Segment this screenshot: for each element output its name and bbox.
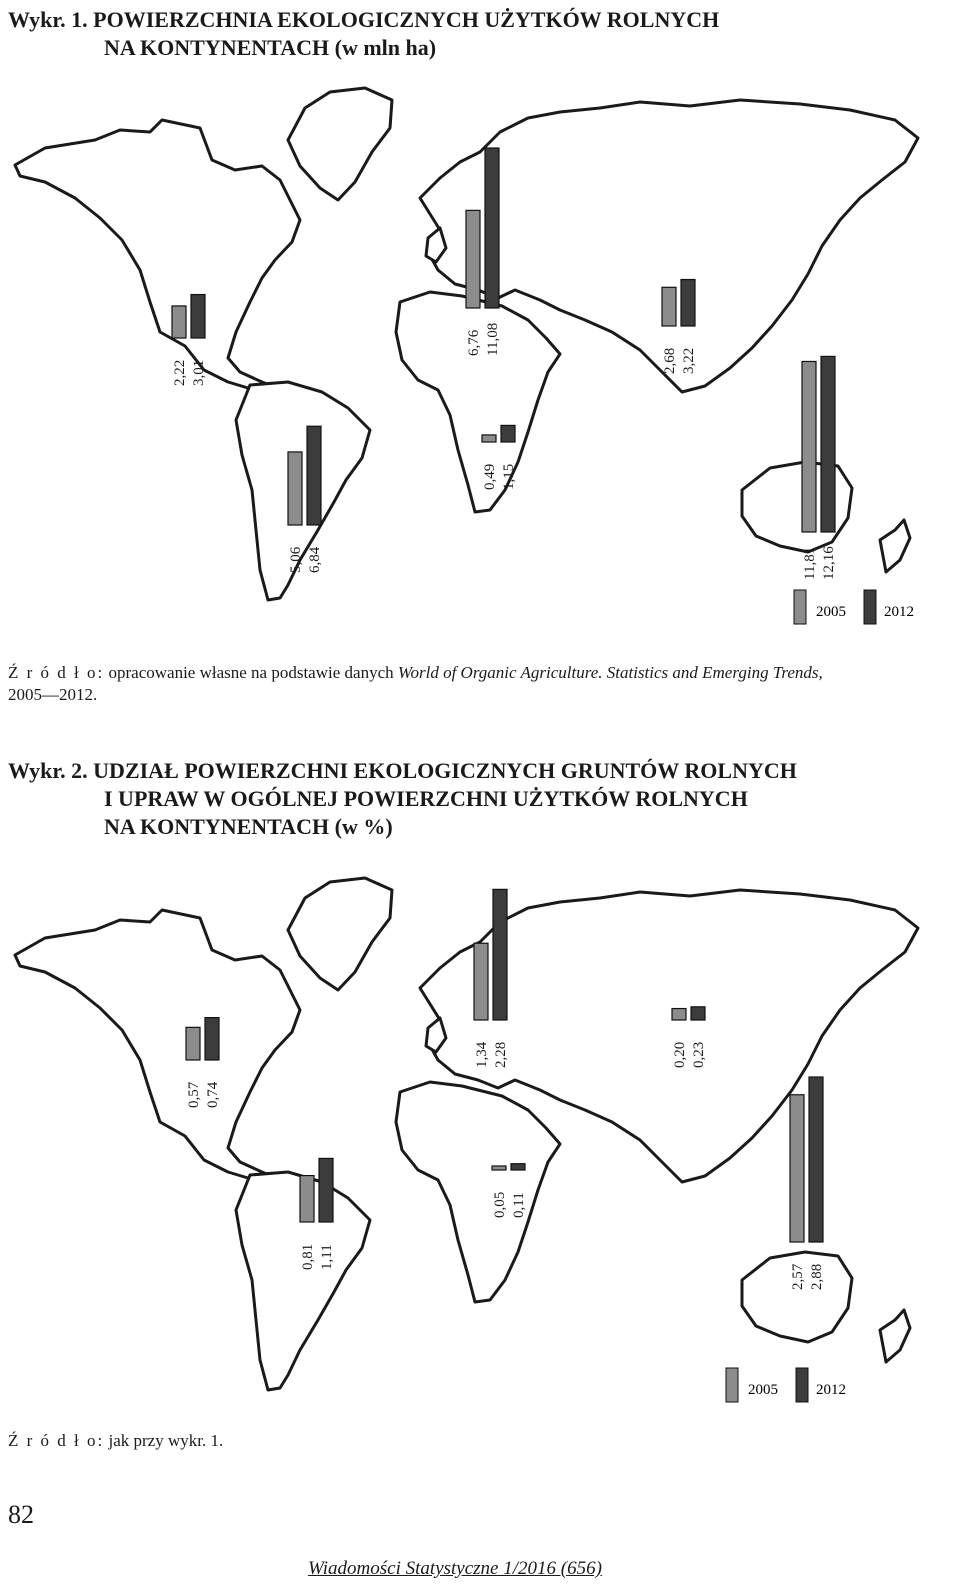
legend-label-2012: 2012 xyxy=(884,604,914,620)
chart1-title-prefix: Wykr. 1. xyxy=(8,7,88,32)
data-label-2005-0: 0,57 xyxy=(186,1081,202,1108)
chart1-source-years: 2005—2012. xyxy=(8,685,98,704)
data-label-2005-1: 6,76 xyxy=(466,329,482,356)
data-label-2005-2: 2,68 xyxy=(662,347,678,374)
bar-2012-1 xyxy=(493,889,507,1020)
legend-swatch-2012 xyxy=(864,590,876,624)
data-label-2005-4: 5,06 xyxy=(288,546,304,573)
data-label-2012-2: 3,22 xyxy=(681,347,697,374)
data-label-2012-3: 1,15 xyxy=(501,463,517,490)
continent-north-america xyxy=(15,910,300,1182)
bar-2005-0 xyxy=(172,306,186,338)
page-number: 82 xyxy=(8,1500,34,1529)
continent-outlines xyxy=(15,878,918,1390)
bar-2012-3 xyxy=(511,1164,525,1170)
bar-2005-1 xyxy=(474,943,488,1020)
chart1-title-line1: POWIERZCHNIA EKOLOGICZNYCH UŻYTKÓW ROLNYCH xyxy=(93,7,720,32)
data-label-2005-1: 1,34 xyxy=(474,1041,490,1068)
data-label-2012-4: 1,11 xyxy=(319,1244,335,1270)
data-label-2005-3: 0,05 xyxy=(492,1191,508,1218)
legend-label-2005: 2005 xyxy=(816,604,846,620)
bar-2005-0 xyxy=(186,1027,200,1060)
continent-north-america xyxy=(15,120,300,392)
data-label-2005-3: 0,49 xyxy=(482,463,498,490)
legend-label-2005: 2005 xyxy=(748,1382,778,1398)
chart2-title-line2: I UPRAW W OGÓLNEJ POWIERZCHNI UŻYTKÓW ROLNYCH xyxy=(104,786,748,811)
chart2-title-prefix: Wykr. 2. xyxy=(8,758,88,783)
continent-new-zealand xyxy=(880,1310,910,1362)
bar-2005-5 xyxy=(790,1095,804,1242)
chart2-title-line1: UDZIAŁ POWIERZCHNI EKOLOGICZNYCH GRUNTÓW ROLNYCH xyxy=(93,758,797,783)
legend-swatch-2012 xyxy=(796,1368,808,1402)
chart2-title xyxy=(8,757,797,841)
data-label-2012-4: 6,84 xyxy=(307,546,323,573)
data-label-2005-0: 2,22 xyxy=(172,359,188,386)
data-label-2012-1: 11,08 xyxy=(485,322,501,356)
data-label-2005-5: 2,57 xyxy=(790,1263,806,1290)
data-label-2005-4: 0,81 xyxy=(300,1243,316,1270)
chart1-title-line2: NA KONTYNENTACH (w mln ha) xyxy=(104,35,437,60)
data-label-2012-0: 3,01 xyxy=(191,359,207,386)
chart1-source-title: World of Organic Agriculture. Statistics and Emerging Trends, xyxy=(397,663,823,682)
bar-2012-2 xyxy=(691,1007,705,1020)
bar-2012-0 xyxy=(205,1018,219,1060)
chart2-map xyxy=(0,860,960,1420)
data-label-2012-5: 2,88 xyxy=(809,1263,825,1290)
data-label-2012-3: 0,11 xyxy=(511,1192,527,1218)
data-label-2005-5: 11,81 xyxy=(802,546,818,580)
chart1-title xyxy=(8,6,719,62)
data-label-2012-2: 0,23 xyxy=(691,1041,707,1068)
bar-2005-5 xyxy=(802,361,816,532)
chart1-source-label: Ź r ó d ł o: xyxy=(8,663,105,682)
chart1-source xyxy=(8,662,823,706)
chart1-map xyxy=(0,70,960,650)
data-label-2005-2: 0,20 xyxy=(672,1041,688,1068)
bar-2005-2 xyxy=(662,287,676,326)
bar-2012-4 xyxy=(319,1158,333,1222)
legend-swatch-2005 xyxy=(726,1368,738,1402)
legend xyxy=(726,1368,846,1402)
bar-2012-1 xyxy=(485,148,499,308)
chart2-source-label: Ź r ó d ł o: xyxy=(8,1431,105,1450)
continent-greenland xyxy=(288,88,392,200)
chart2-source-text: jak przy wykr. 1. xyxy=(104,1431,224,1450)
legend-label-2012: 2012 xyxy=(816,1382,846,1398)
bar-2005-3 xyxy=(482,435,496,442)
bar-2012-0 xyxy=(191,295,205,338)
continent-new-zealand xyxy=(880,520,910,572)
journal-footer: Wiadomości Statystyczne 1/2016 (656) xyxy=(308,1558,602,1579)
continent-africa xyxy=(396,1082,560,1302)
bar-2005-3 xyxy=(492,1166,506,1170)
chart2-title-line3: NA KONTYNENTACH (w %) xyxy=(104,814,393,839)
bar-2012-2 xyxy=(681,280,695,326)
bar-2005-4 xyxy=(300,1176,314,1222)
bar-2012-5 xyxy=(809,1077,823,1242)
legend xyxy=(794,590,914,624)
chart2-source xyxy=(8,1430,223,1452)
continent-africa xyxy=(396,292,560,512)
bar-2012-4 xyxy=(307,426,321,525)
bar-2005-1 xyxy=(466,210,480,308)
bar-2005-2 xyxy=(672,1009,686,1020)
data-label-2012-0: 0,74 xyxy=(205,1081,221,1108)
data-label-2012-5: 12,16 xyxy=(821,546,837,580)
bar-2012-3 xyxy=(501,425,515,442)
chart1-source-text: opracowanie własne na podstawie danych xyxy=(104,663,398,682)
data-label-2012-1: 2,28 xyxy=(493,1041,509,1068)
bar-2005-4 xyxy=(288,452,302,525)
legend-swatch-2005 xyxy=(794,590,806,624)
continent-greenland xyxy=(288,878,392,990)
bar-2012-5 xyxy=(821,356,835,532)
